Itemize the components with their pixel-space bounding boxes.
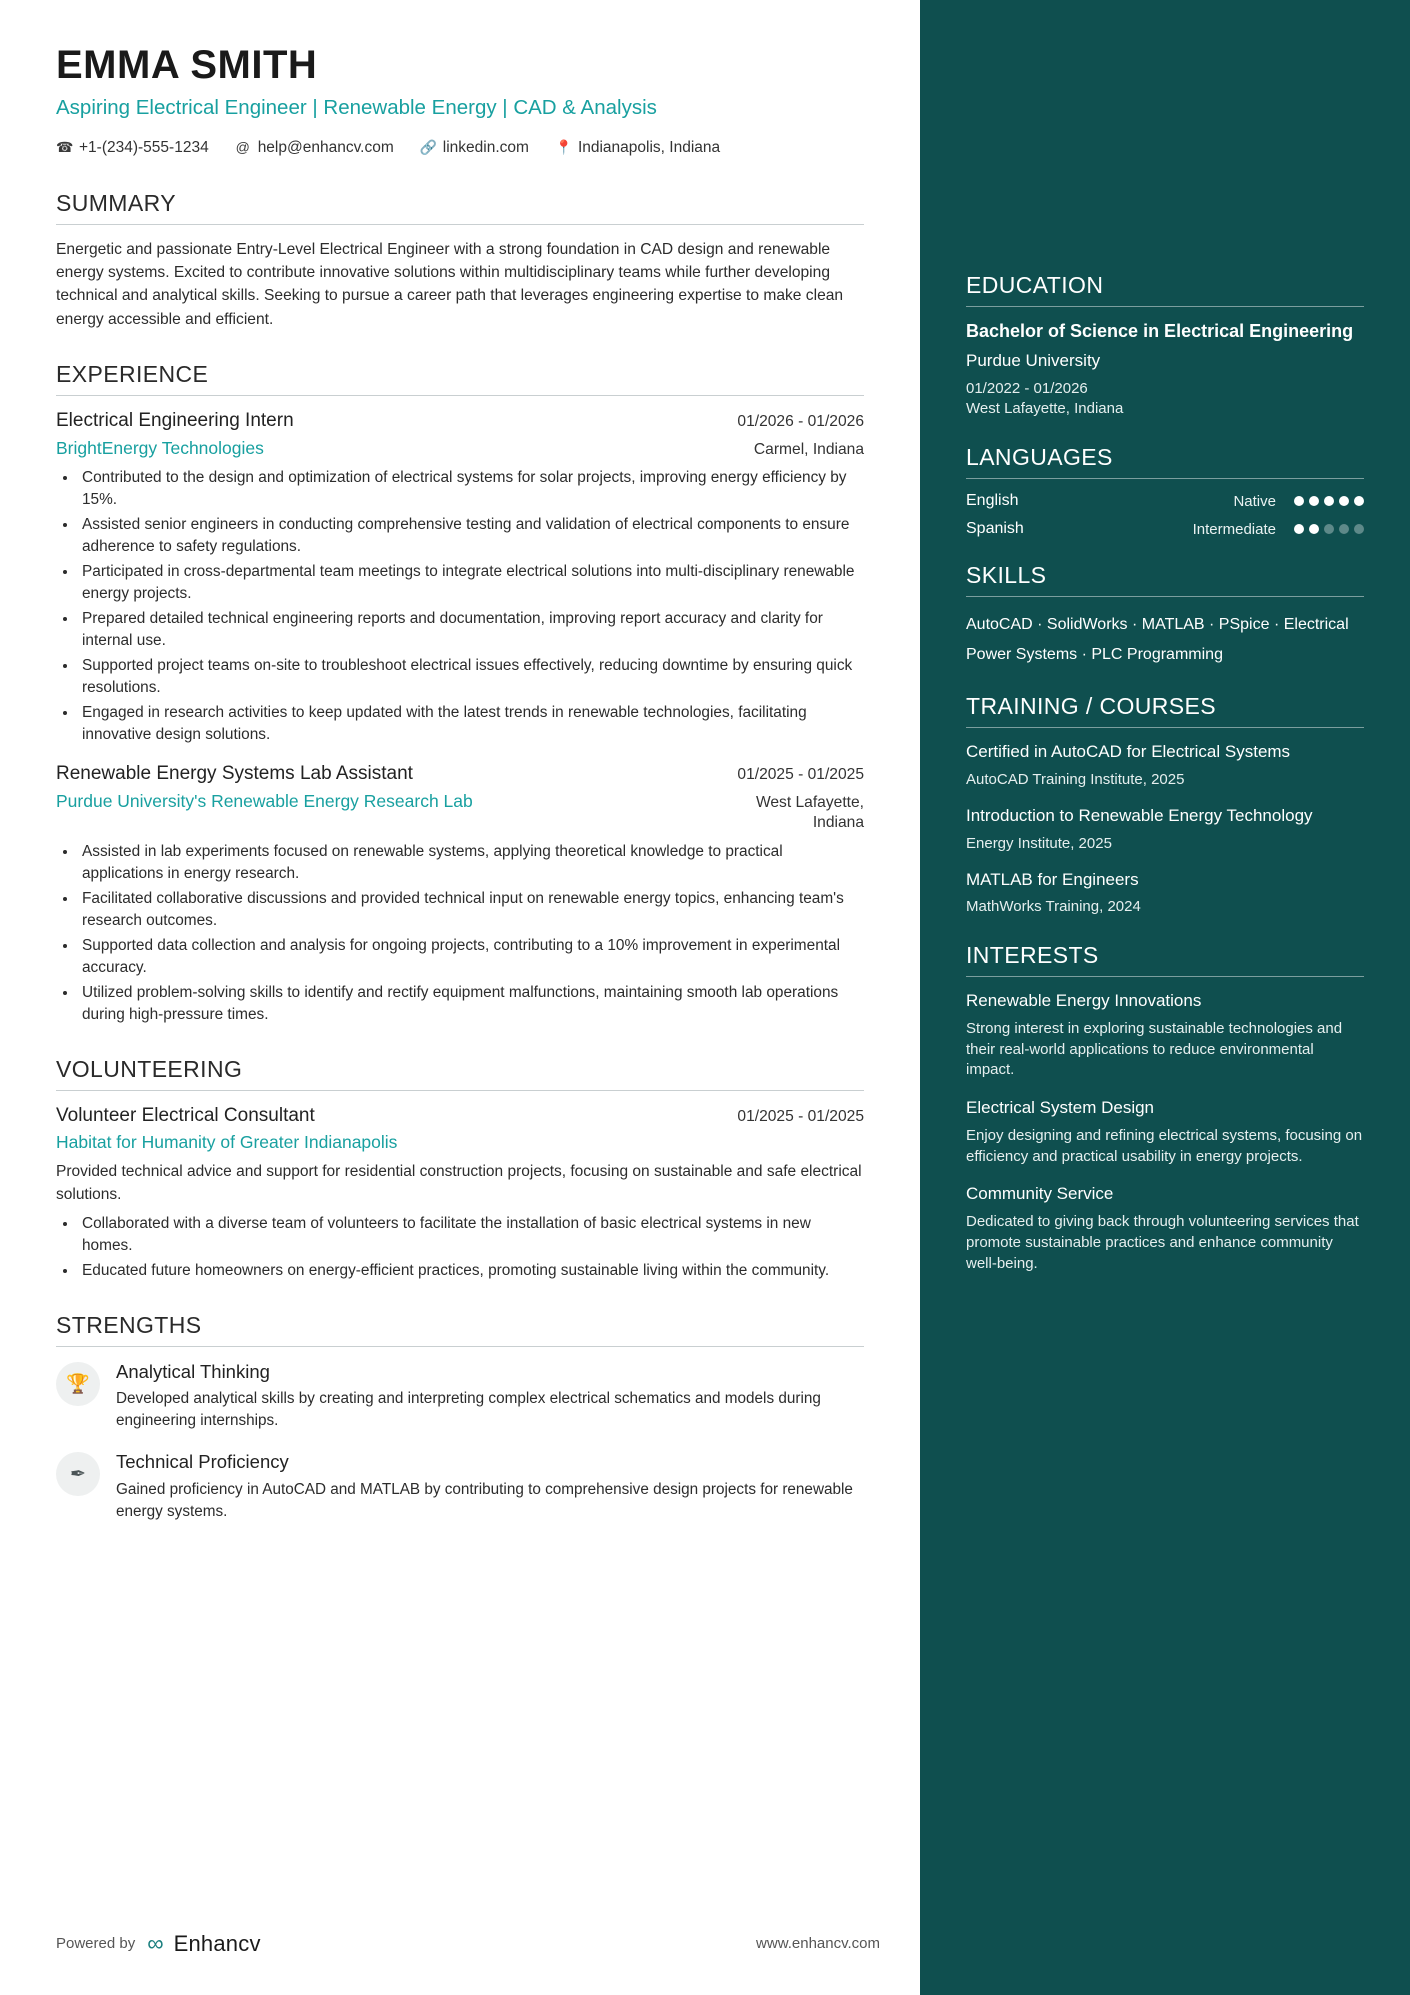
- interests-heading: INTERESTS: [966, 942, 1364, 977]
- footer-website: www.enhancv.com: [756, 1935, 880, 1952]
- rating-dot: [1324, 524, 1334, 534]
- language-item: [966, 520, 1364, 538]
- phone-icon: ☎: [56, 138, 74, 155]
- summary-text: Energetic and passionate Entry-Level Electrical Engineer with a strong foundation in CAD design and renewable energy systems. Excited to contribute innovative solutions within multidisciplinary teams while further developing technical and analytical skills. Seeking to pursue a career path that leverages engineering expertise to make clean energy accessible and efficient.: [56, 240, 844, 328]
- section-volunteering: [56, 1056, 864, 1282]
- list-item: • Participated in cross-departmental team meetings to integrate electrical solutions into multi-disciplinary renewable energy projects.: [78, 561, 864, 605]
- summary-heading: SUMMARY: [56, 190, 864, 225]
- section-training: [966, 693, 1364, 918]
- enhancv-logo-icon: ∞: [147, 1930, 162, 1956]
- page-title: EMMA SMITH: [56, 43, 318, 87]
- section-skills: [966, 562, 1364, 669]
- language-level: Intermediate: [1192, 520, 1276, 538]
- list-item: • Utilized problem-solving skills to identify and rectify equipment malfunctions, maintaining smooth lab operations during high-pressure times.: [78, 982, 864, 1026]
- training-meta: Energy Institute, 2025: [966, 834, 1112, 852]
- contact-info: [56, 136, 756, 160]
- education-school: Purdue University: [966, 350, 1101, 370]
- education-heading: EDUCATION: [966, 272, 1364, 307]
- list-item: • Educated future homeowners on energy-efficient practices, promoting sustainable living within the community.: [78, 1260, 864, 1282]
- volunteer-bullets: [78, 1213, 864, 1282]
- section-summary: [56, 190, 864, 332]
- list-item: • Prepared detailed technical engineering reports and documentation, improving report accuracy and clarity for internal use.: [78, 608, 864, 652]
- interest-name: Community Service: [966, 1184, 1114, 1204]
- experience-entry-header: [56, 409, 864, 434]
- job-bullets: [78, 467, 864, 746]
- rating-dot: [1294, 524, 1304, 534]
- job-organization: BrightEnergy Technologies: [56, 437, 264, 458]
- skills-heading: SKILLS: [966, 562, 1364, 597]
- contact-phone: [56, 136, 209, 160]
- rating-dot: [1354, 524, 1364, 534]
- training-item: [966, 805, 1364, 855]
- section-experience: [56, 361, 864, 1025]
- contact-phone-value: +1-(234)-555-1234: [79, 138, 209, 156]
- language-rating: [1294, 496, 1364, 506]
- experience-entry-header: [56, 762, 864, 787]
- email-icon: @: [235, 138, 250, 155]
- strength-description: Gained proficiency in AutoCAD and MATLAB by contributing to comprehensive design projects for renewable energy systems.: [116, 1480, 853, 1520]
- training-name: MATLAB for Engineers: [966, 869, 1139, 889]
- volunteer-title: Volunteer Electrical Consultant: [56, 1104, 315, 1126]
- volunteering-entry: [56, 1104, 864, 1282]
- rating-dot: [1294, 496, 1304, 506]
- interest-description: Enjoy designing and refining electrical systems, focusing on efficiency and practical usability in energy projects.: [966, 1127, 1363, 1165]
- experience-entry-subheader: [56, 437, 864, 460]
- wand-icon: ✒: [56, 1452, 100, 1496]
- list-item: • Contributed to the design and optimization of electrical systems for solar projects, improving energy efficiency by 15%.: [78, 467, 864, 511]
- skills-list: AutoCAD · SolidWorks · MATLAB · PSpice · Electrical Power Systems · PLC Programming: [966, 616, 1349, 663]
- training-item: [966, 741, 1364, 791]
- section-interests: [966, 942, 1364, 1274]
- training-name: Certified in AutoCAD for Electrical Systems: [966, 742, 1291, 762]
- volunteering-heading: VOLUNTEERING: [56, 1056, 864, 1091]
- list-item: • Collaborated with a diverse team of volunteers to facilitate the installation of basic electrical systems in new homes.: [78, 1213, 864, 1257]
- strength-item: [56, 1360, 864, 1432]
- strength-name: Technical Proficiency: [116, 1451, 289, 1473]
- job-date: 01/2025 - 01/2025: [737, 766, 864, 784]
- section-education: [966, 272, 1364, 420]
- trophy-icon: 🏆: [56, 1362, 100, 1406]
- powered-by-label: Powered by: [56, 1935, 136, 1952]
- training-meta: AutoCAD Training Institute, 2025: [966, 771, 1185, 789]
- strength-description: Developed analytical skills by creating and interpreting complex electrical schematics and models during engineering internships.: [116, 1390, 821, 1430]
- interest-name: Renewable Energy Innovations: [966, 991, 1202, 1011]
- list-item: • Supported data collection and analysis for ongoing projects, contributing to a 10% improvement in experimental accuracy.: [78, 935, 864, 979]
- interest-name: Electrical System Design: [966, 1098, 1155, 1118]
- job-organization: Purdue University's Renewable Energy Research Lab: [56, 791, 473, 812]
- job-title: Renewable Energy Systems Lab Assistant: [56, 763, 413, 785]
- experience-heading: EXPERIENCE: [56, 361, 864, 396]
- contact-linkedin-value: linkedin.com: [442, 138, 529, 156]
- training-name: Introduction to Renewable Energy Technology: [966, 805, 1313, 825]
- interest-item: [966, 1183, 1364, 1274]
- link-icon: 🔗: [419, 138, 438, 155]
- contact-email-value: help@enhancv.com: [257, 138, 394, 156]
- rating-dot: [1309, 524, 1319, 534]
- section-strengths: [56, 1312, 864, 1523]
- experience-entry: [56, 409, 864, 746]
- volunteer-description: Provided technical advice and support for residential construction projects, focusing on sustainable and safe electrical solutions.: [56, 1163, 862, 1204]
- page-footer: [56, 1930, 880, 1957]
- contact-location-value: Indianapolis, Indiana: [577, 138, 721, 156]
- education-dates: 01/2022 - 01/2026: [966, 379, 1088, 397]
- list-item: • Assisted senior engineers in conducting comprehensive testing and validation of electrical components to ensure adherence to safety regulations.: [78, 514, 864, 558]
- professional-headline: Aspiring Electrical Engineer | Renewable Energy | CAD & Analysis: [56, 96, 657, 119]
- job-bullets: [78, 841, 864, 1026]
- language-name: Spanish: [966, 520, 1024, 538]
- volunteering-entry-subheader: [56, 1131, 864, 1154]
- volunteer-organization: Habitat for Humanity of Greater Indianapolis: [56, 1132, 398, 1153]
- strength-item: [56, 1450, 864, 1522]
- interest-item: [966, 990, 1364, 1081]
- training-item: [966, 869, 1364, 919]
- rating-dot: [1324, 496, 1334, 506]
- training-meta: MathWorks Training, 2024: [966, 898, 1141, 916]
- list-item: • Supported project teams on-site to troubleshoot electrical issues effectively, reducing downtime by ensuring quick resolutions.: [78, 655, 864, 699]
- interest-description: Dedicated to giving back through volunteering services that promote sustainable practices and enhance community well-being.: [966, 1213, 1359, 1272]
- experience-entry: [56, 762, 864, 1025]
- section-languages: [966, 444, 1364, 538]
- education-degree: Bachelor of Science in Electrical Engineering: [966, 321, 1354, 341]
- languages-heading: LANGUAGES: [966, 444, 1364, 479]
- list-item: • Assisted in lab experiments focused on renewable systems, applying theoretical knowledge to practical applications in energy research.: [78, 841, 864, 885]
- job-location: Carmel, Indiana: [753, 440, 864, 458]
- interest-description: Strong interest in exploring sustainable technologies and their real-world applications to reduce environmental impact.: [966, 1020, 1343, 1079]
- language-level: Native: [1233, 492, 1276, 510]
- interest-item: [966, 1097, 1364, 1167]
- contact-email: [235, 136, 394, 160]
- brand-name: Enhancv: [173, 1930, 261, 1956]
- rating-dot: [1354, 496, 1364, 506]
- contact-location: [555, 136, 720, 160]
- training-heading: TRAINING / COURSES: [966, 693, 1364, 728]
- volunteering-entry-header: [56, 1104, 864, 1129]
- rating-dot: [1339, 496, 1349, 506]
- sidebar-spacer: [966, 28, 1364, 272]
- experience-entry-subheader: [56, 790, 864, 834]
- job-date: 01/2026 - 01/2026: [737, 413, 864, 431]
- contact-linkedin[interactable]: [420, 136, 529, 160]
- job-title: Electrical Engineering Intern: [56, 410, 294, 432]
- language-name: English: [966, 492, 1019, 510]
- language-item: [966, 492, 1364, 510]
- list-item: • Engaged in research activities to keep updated with the latest trends in renewable technologies, facilitating innovative design solutions.: [78, 702, 864, 746]
- strength-name: Analytical Thinking: [116, 1361, 270, 1383]
- strengths-heading: STRENGTHS: [56, 1312, 864, 1347]
- volunteer-date: 01/2025 - 01/2025: [737, 1107, 864, 1125]
- sidebar-column: [920, 0, 1410, 1995]
- language-rating: [1294, 524, 1364, 534]
- rating-dot: [1339, 524, 1349, 534]
- rating-dot: [1309, 496, 1319, 506]
- location-icon: 📍: [554, 138, 573, 155]
- brand-block: [56, 1930, 261, 1957]
- job-location: West Lafayette, Indiana: [755, 794, 864, 832]
- education-location: West Lafayette, Indiana: [966, 400, 1124, 418]
- list-item: • Facilitated collaborative discussions and provided technical input on renewable energy topics, enhancing team's research outcomes.: [78, 888, 864, 932]
